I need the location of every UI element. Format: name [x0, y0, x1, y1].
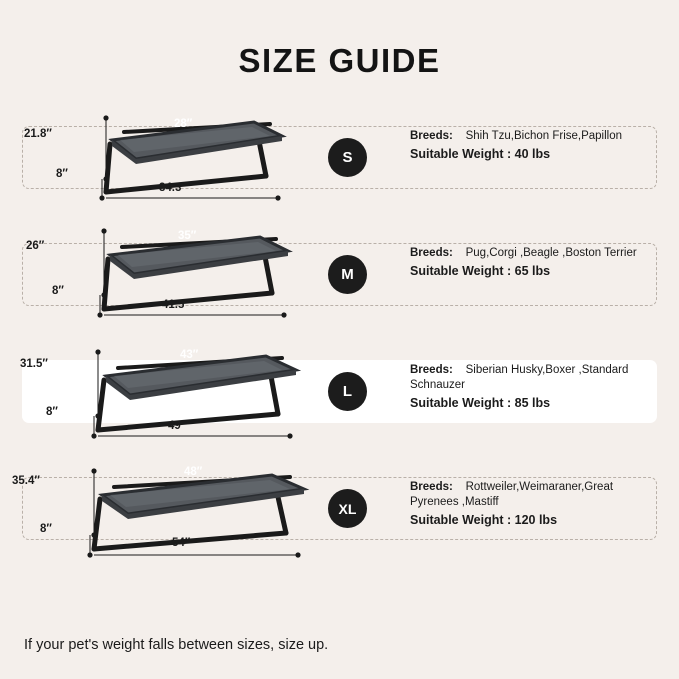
page-title: SIZE GUIDE — [238, 42, 441, 79]
size-row-small — [0, 98, 679, 211]
breeds-value-small: Shih Tzu,Bichon Frise,Papillon — [465, 130, 623, 142]
dim-leg-large: 8″ — [46, 406, 58, 418]
dim-top-medium: 35″ — [178, 230, 197, 242]
breeds-label-medium: Breeds: — [410, 247, 453, 259]
bed-illustration-xlarge — [44, 443, 354, 567]
breeds-line-small — [410, 129, 660, 144]
size-badge-xlarge: XL — [328, 489, 367, 528]
weight-large: Suitable Weight : 85 lbs — [410, 396, 551, 410]
dim-top-large: 43″ — [180, 349, 199, 361]
weight-medium: Suitable Weight : 65 lbs — [410, 264, 551, 278]
bed-illustration-small — [60, 102, 330, 210]
dim-base-xlarge: 54″ — [172, 537, 191, 549]
dim-leg-medium: 8″ — [52, 285, 64, 297]
breeds-value-large: Siberian Husky,Boxer ,Standard Schnauzer — [410, 364, 629, 391]
dim-base-large: 49″ — [168, 420, 187, 432]
weight-xlarge: Suitable Weight : 120 lbs — [410, 513, 558, 527]
breeds-label-small: Breeds: — [410, 130, 453, 142]
breeds-value-xlarge: Rottweiler,Weimaraner,Great Pyrenees ,Mastiff — [410, 481, 614, 508]
dim-base-small: 34.3″ — [159, 182, 187, 194]
weight-small: Suitable Weight : 40 lbs — [410, 147, 551, 161]
breeds-label-large: Breeds: — [410, 364, 453, 376]
breeds-value-medium: Pug,Corgi ,Beagle ,Boston Terrier — [465, 247, 637, 259]
info-text-small — [410, 129, 660, 162]
size-badge-small: S — [328, 138, 367, 177]
breeds-label-xlarge: Breeds: — [410, 481, 453, 493]
footer-note: If your pet's weight falls between sizes, size up. — [24, 637, 329, 653]
bed-illustration-large — [50, 328, 350, 448]
breeds-line-medium — [410, 246, 660, 261]
dim-height-xlarge: 35.4″ — [12, 475, 40, 487]
dim-height-medium: 26″ — [26, 240, 45, 252]
info-text-xlarge — [410, 480, 660, 528]
dim-height-large: 31.5″ — [20, 358, 48, 370]
size-badge-large: L — [328, 372, 367, 411]
info-text-large — [410, 363, 660, 411]
dim-top-small: 28″ — [174, 118, 193, 130]
dim-base-medium: 41.5″ — [162, 299, 190, 311]
dim-leg-small: 8″ — [56, 168, 68, 180]
dim-leg-xlarge: 8″ — [40, 523, 52, 535]
size-rows — [0, 98, 679, 562]
size-row-xlarge — [0, 449, 679, 562]
size-row-medium — [0, 215, 679, 328]
dim-height-small: 21.8″ — [24, 128, 52, 140]
breeds-line-large — [410, 363, 660, 393]
info-text-medium — [410, 246, 660, 279]
dim-top-xlarge: 48″ — [184, 466, 203, 478]
breeds-line-xlarge — [410, 480, 660, 510]
size-row-large — [0, 332, 679, 445]
size-badge-medium: M — [328, 255, 367, 294]
